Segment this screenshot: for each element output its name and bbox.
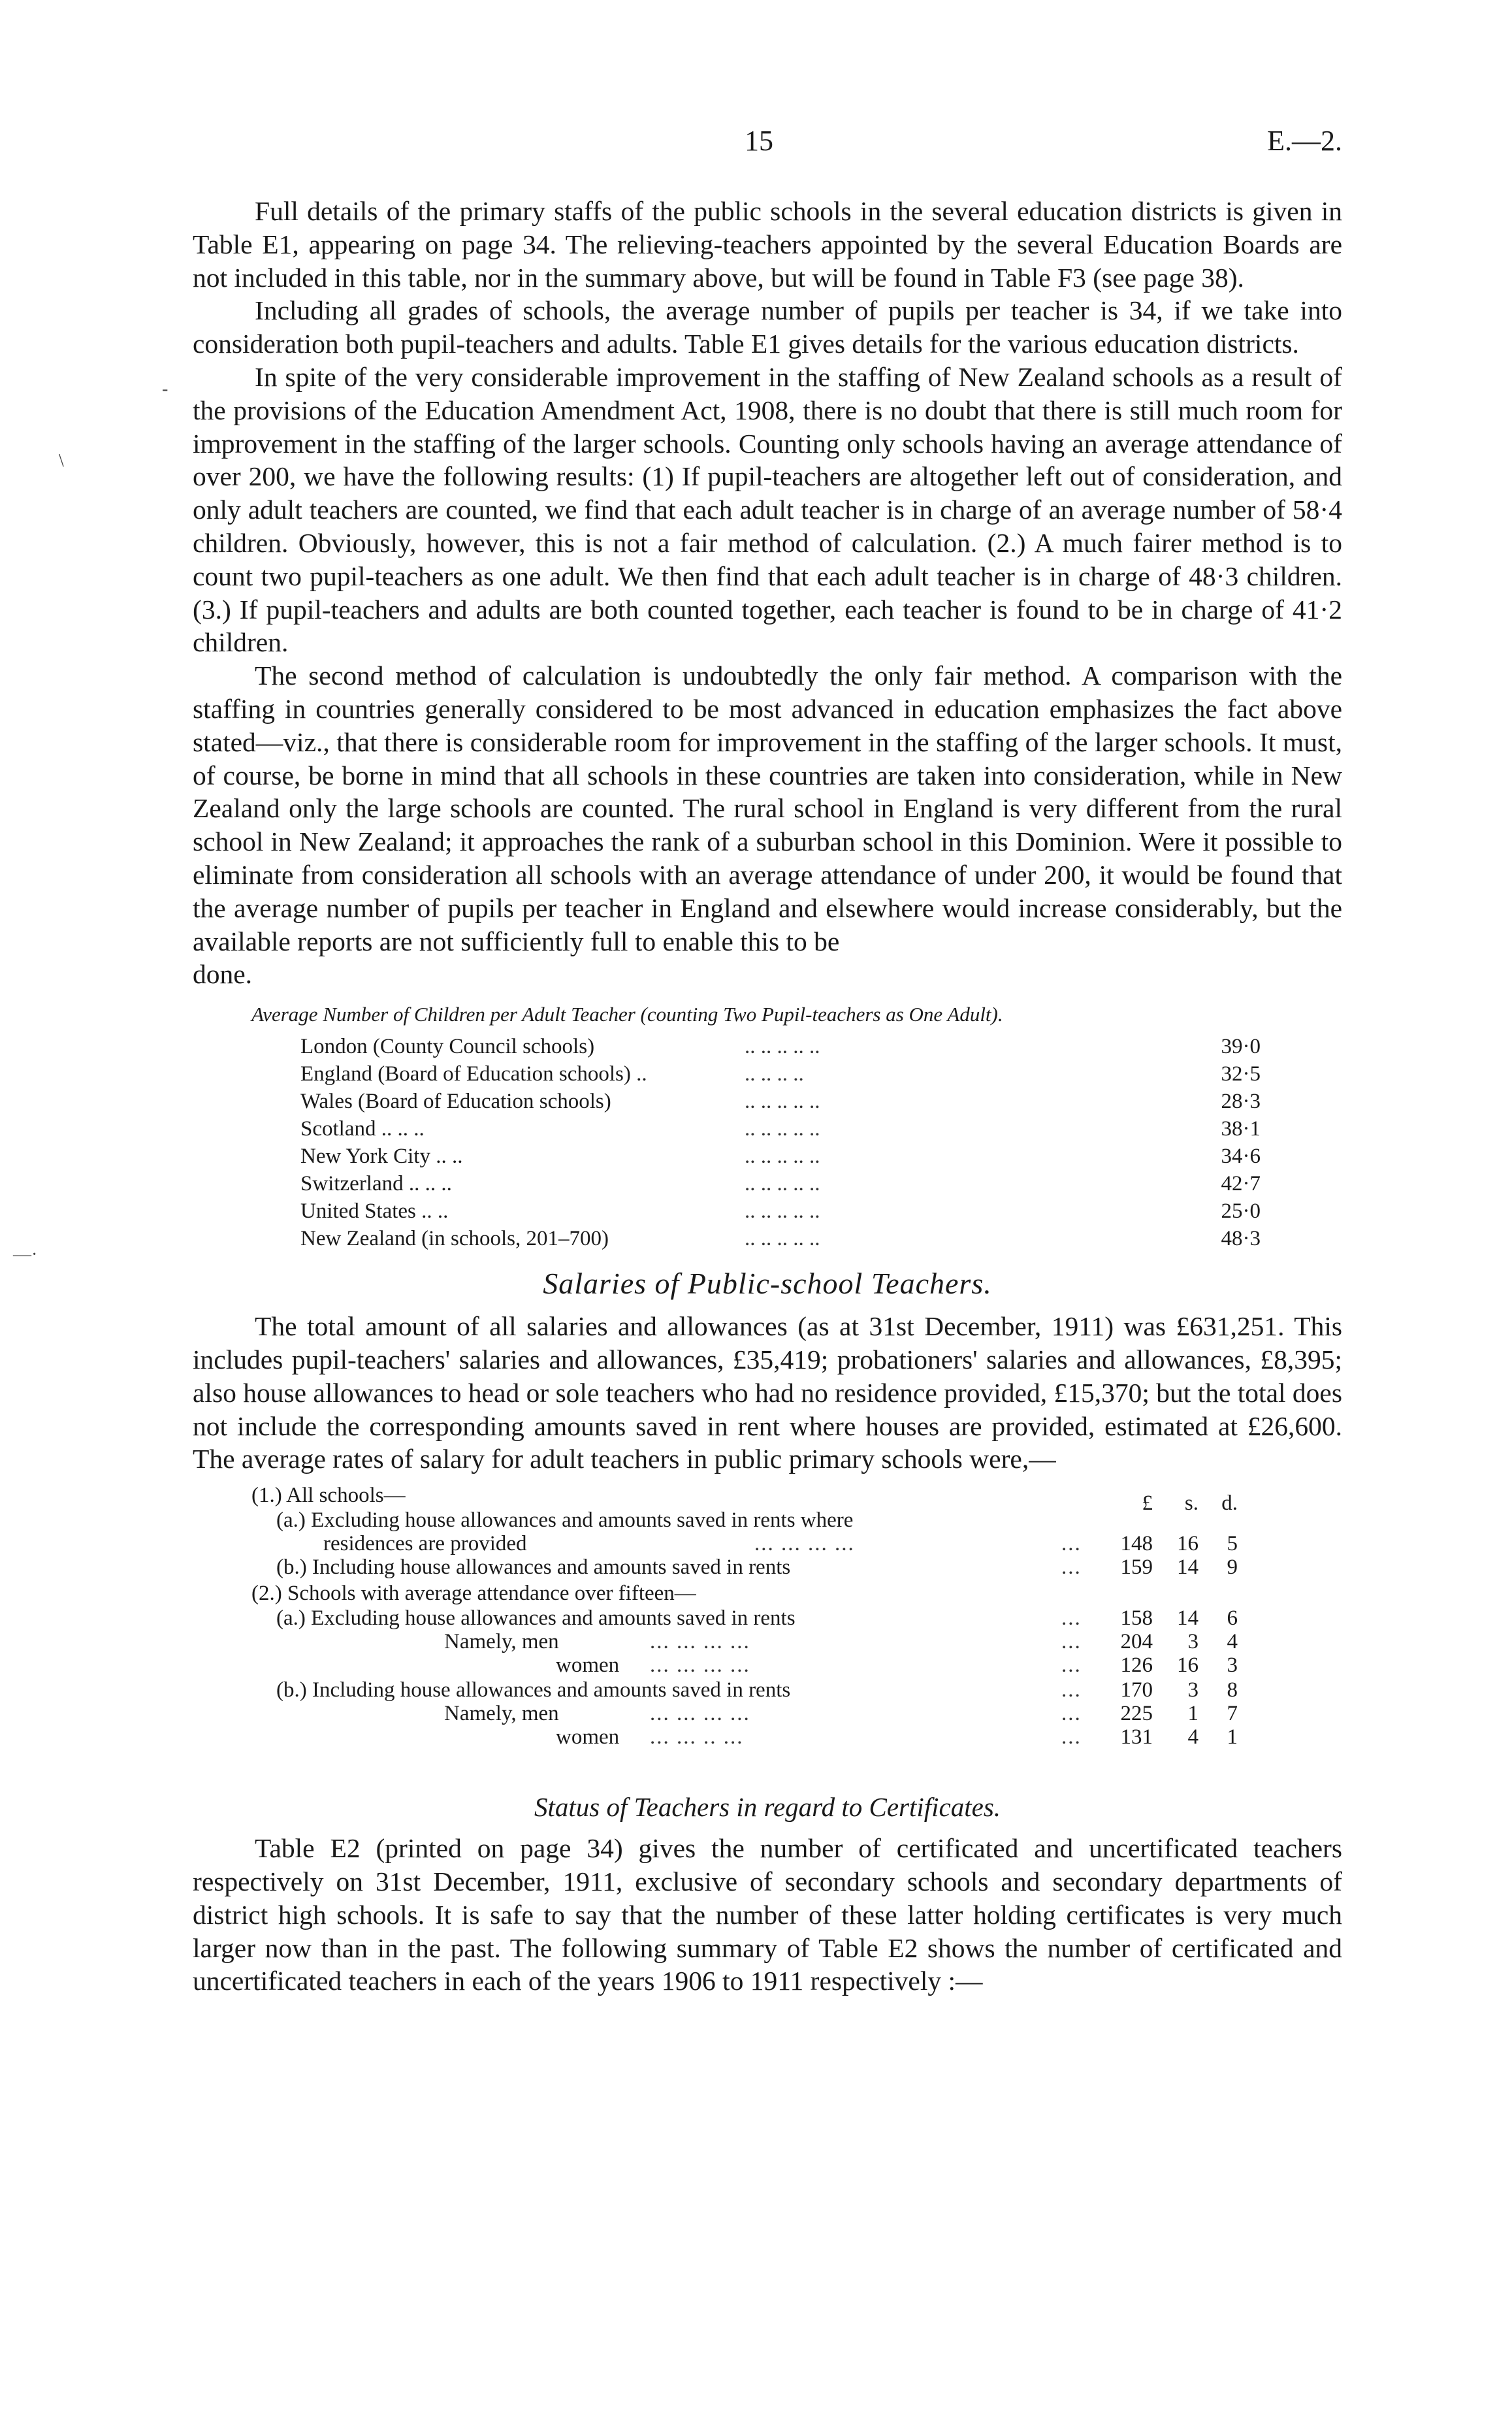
row-including-fifteen: (b.) Including house allowances and amounts saved in rents — [276, 1678, 791, 1702]
dot-leader: .. .. .. .. .. — [745, 1090, 820, 1114]
shillings-value: 3 — [1187, 1630, 1198, 1654]
row-value: 38·1 — [1221, 1117, 1261, 1141]
document-reference: E.—2. — [1267, 125, 1342, 157]
table-row — [300, 1115, 1280, 1143]
table-row — [300, 1060, 1280, 1088]
pence-value: 3 — [1227, 1653, 1238, 1678]
status-heading: Status of Teachers in regard to Certificates. — [534, 1792, 1001, 1823]
row-value: 34·6 — [1221, 1145, 1261, 1169]
pence-header: d. — [1221, 1491, 1238, 1516]
shilling-header: s. — [1184, 1491, 1198, 1516]
margin-mark: \ — [59, 451, 64, 471]
dot-leader: ... ... .. ... — [650, 1725, 744, 1749]
table-row — [300, 1197, 1280, 1225]
shillings-value: 16 — [1177, 1653, 1198, 1678]
table-row — [300, 1033, 1280, 1060]
dot-leader: ... — [1061, 1606, 1082, 1631]
row-label: London (County Council schools) — [300, 1035, 595, 1059]
pounds-value: 204 — [1120, 1630, 1153, 1654]
shillings-value: 1 — [1187, 1702, 1198, 1726]
paragraph-staffs: Full details of the primary staffs of the public schools in the several education districts is given in Table E1, appearing on page 34. The relieving-teachers appointed by the several Education Boards are not included in this table, nor in the summary above, but will be found in Table F3 (see page 38). — [193, 196, 1342, 293]
pence-value: 4 — [1227, 1630, 1238, 1654]
dot-leader: .. .. .. .. .. — [745, 1172, 820, 1196]
pounds-value: 126 — [1120, 1653, 1153, 1678]
row-label: New York City .. .. — [300, 1145, 463, 1169]
pence-value: 8 — [1227, 1678, 1238, 1702]
paragraph-status: Table E2 (printed on page 34) gives the number of certificated and uncertificated teachers respectively on 31st December, 1911, exclusive of secondary schools and secondary departments of district high schools. It is safe to say that the number of these latter holding certificates is very much larger now than in the past. The following summary of Table E2 shows the number of certificated and uncertificated teachers in each of the years 1906 to 1911 respectively :— — [193, 1833, 1342, 1996]
pounds-value: 225 — [1120, 1702, 1153, 1726]
page-header — [0, 124, 1512, 163]
row-value: 25·0 — [1221, 1199, 1261, 1224]
pence-value: 9 — [1227, 1555, 1238, 1580]
shillings-value: 14 — [1177, 1606, 1198, 1631]
dot-leader: .. .. .. .. .. — [745, 1117, 820, 1141]
pounds-value: 131 — [1120, 1725, 1153, 1749]
pounds-value: 170 — [1120, 1678, 1153, 1702]
shillings-value: 14 — [1177, 1555, 1198, 1580]
row-label: Switzerland .. .. .. — [300, 1172, 452, 1196]
dot-leader: ... — [1061, 1725, 1082, 1749]
row-women-excluding: women — [556, 1653, 620, 1678]
pounds-value: 148 — [1120, 1532, 1153, 1556]
dot-leader: .. .. .. .. .. — [745, 1199, 820, 1224]
dot-leader: ... — [1061, 1653, 1082, 1678]
row-including-all: (b.) Including house allowances and amounts saved in rents — [276, 1555, 791, 1580]
paragraph-improvement: In spite of the very considerable improvement in the staffing of New Zealand schools as a result of the provisions of the Education Amendment Act, 1908, there is no doubt that there is still much room for improvement in the staffing of the larger schools. Counting only schools having an average attendance of over 200, we have the following results: (1) If pupil-teachers are altogether left out of consideration, and only adult teachers are counted, we find that each adult teacher is in charge of an average number of 58·4 children. Obviously, however, this is not a fair method of calculation. (2.) A much fairer method is to count two pupil-teachers as one adult. We then find that each adult teacher is in charge of 48·3 children. (3.) If pupil-teachers and adults are both counted together, each teacher is found to be in charge of 41·2 children. — [193, 361, 1342, 658]
row-men-excluding: Namely, men — [444, 1630, 559, 1654]
row-label: United States .. .. — [300, 1199, 449, 1224]
shillings-value: 4 — [1187, 1725, 1198, 1749]
dot-leader: ... — [1061, 1702, 1082, 1726]
table-row — [300, 1088, 1280, 1115]
body-text — [193, 195, 1342, 1998]
shillings-value: 16 — [1177, 1532, 1198, 1556]
dot-leader: ... — [1061, 1555, 1082, 1580]
dot-leader: ... ... ... ... — [650, 1653, 750, 1678]
group-all-schools: (1.) All schools— — [251, 1484, 406, 1508]
pence-value: 1 — [1227, 1725, 1238, 1749]
row-excluding-fifteen: (a.) Excluding house allowances and amounts saved in rents — [276, 1606, 796, 1631]
row-label: New Zealand (in schools, 201–700) — [300, 1227, 609, 1251]
row-value: 28·3 — [1221, 1090, 1261, 1114]
row-women-including: women — [556, 1725, 620, 1749]
salary-rates-table — [193, 1484, 1342, 1768]
pounds-value: 158 — [1120, 1606, 1153, 1631]
row-label: Scotland .. .. .. — [300, 1117, 425, 1141]
dot-leader: ... — [1061, 1678, 1082, 1702]
group-over-fifteen: (2.) Schools with average attendance over fifteen— — [251, 1582, 696, 1606]
row-excluding-all-cont: residences are provided — [323, 1532, 527, 1556]
pence-value: 7 — [1227, 1702, 1238, 1726]
row-value: 39·0 — [1221, 1035, 1261, 1059]
row-men-including: Namely, men — [444, 1702, 559, 1726]
average-table — [300, 1033, 1280, 1252]
salaries-heading: Salaries of Public-school Teachers. — [543, 1267, 992, 1301]
dot-leader: .. .. .. .. .. — [745, 1035, 820, 1059]
dot-leader: .. .. .. .. — [745, 1062, 804, 1086]
paragraph-salaries: The total amount of all salaries and allowances (as at 31st December, 1911) was £631,251. This includes pupil-teachers' salaries and allowances, £35,419; probationers' salaries and allowances, £8,395; also house allowances to head or sole teachers who had no residence provided, £15,370; but the total does not include the corresponding amounts saved in rent where houses are provided, estimated at £26,600. The average rates of salary for adult teachers in public primary schools were,— — [193, 1311, 1342, 1474]
row-excluding-all: (a.) Excluding house allowances and amounts saved in rents where — [276, 1508, 854, 1533]
average-table-caption: Average Number of Children per Adult Teacher (counting Two Pupil-teachers as One Adult). — [251, 1003, 1003, 1026]
margin-mark: - — [162, 379, 169, 399]
row-value: 48·3 — [1221, 1227, 1261, 1251]
pound-header: £ — [1142, 1491, 1153, 1516]
row-label: England (Board of Education schools) .. — [300, 1062, 647, 1086]
dot-leader: ... ... ... ... — [650, 1702, 750, 1726]
paragraph-done: done. — [193, 959, 253, 990]
row-label: Wales (Board of Education schools) — [300, 1090, 611, 1114]
dot-leader: .. .. .. .. .. — [745, 1145, 820, 1169]
shillings-value: 3 — [1187, 1678, 1198, 1702]
dot-leader: ... — [1061, 1630, 1082, 1654]
margin-mark: —· — [13, 1244, 38, 1265]
row-value: 32·5 — [1221, 1062, 1261, 1086]
dot-leader: .. .. .. .. .. — [745, 1227, 820, 1251]
table-row — [300, 1225, 1280, 1252]
paragraph-average-pupils: Including all grades of schools, the average number of pupils per teacher is 34, if we take into consideration both pupil-teachers and adults. Table E1 gives details for the various education districts. — [193, 295, 1342, 359]
pence-value: 6 — [1227, 1606, 1238, 1631]
table-row — [300, 1143, 1280, 1170]
pence-value: 5 — [1227, 1532, 1238, 1556]
table-row — [300, 1170, 1280, 1197]
dot-leader: ... ... ... ... — [650, 1630, 750, 1654]
dot-leader: ... — [1061, 1532, 1082, 1556]
paragraph-second-method: The second method of calculation is undoubtedly the only fair method. A comparison with the staffing in countries generally considered to be most advanced in education emphasizes the fact above stated—viz., that there is considerable room for improvement in the staffing of the larger schools. It must, of course, be borne in mind that all schools in these countries are taken into consideration, while in New Zealand only the large schools are counted. The rural school in England is very different from the rural school in New Zealand; it approaches the rank of a suburban school in this Dominion. Were it possible to eliminate from consideration all schools with an average attendance of under 200, it would be found that the average number of pupils per teacher in England and elsewhere would increase considerably, but the available reports are not sufficiently full to enable this to be — [193, 660, 1342, 956]
page-number: 15 — [745, 125, 773, 157]
pounds-value: 159 — [1120, 1555, 1153, 1580]
dot-leader: ... ... ... ... — [754, 1532, 855, 1556]
row-value: 42·7 — [1221, 1172, 1261, 1196]
